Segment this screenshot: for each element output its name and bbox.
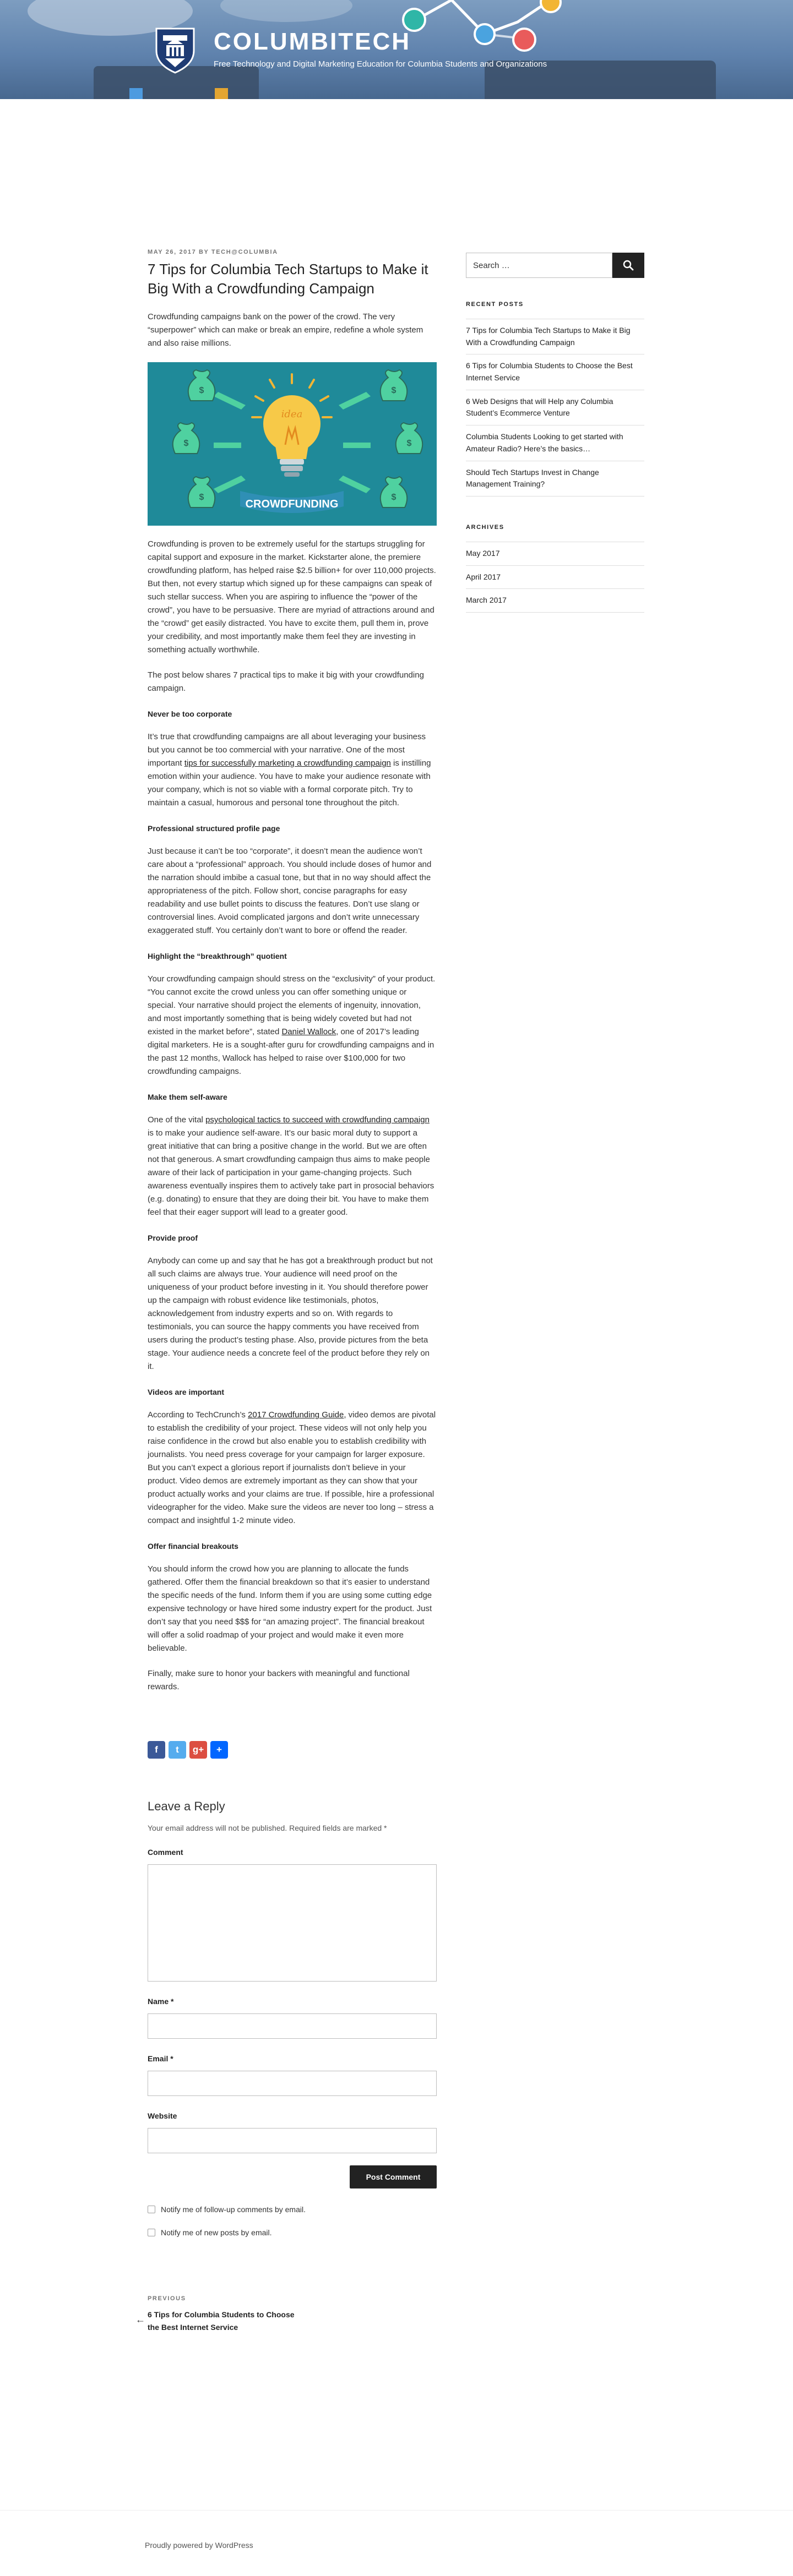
notify-posts-checkbox[interactable] [148,2229,155,2236]
post-lede: Crowdfunding campaigns bank on the power of the crowd. The very “superpower” which can make or break an empire, redefine a whole system and also raise millions. [148,312,423,348]
website-field[interactable] [148,2128,437,2153]
google-plus-icon: g+ [192,1744,204,1755]
bag-dollar: $ [391,493,397,503]
crowdfunding-guide-link[interactable]: 2017 Crowdfunding Guide [248,1410,344,1420]
site-branding [149,24,547,74]
page-wrapper [0,99,793,2576]
recent-posts-title: RECENT POSTS [466,301,524,308]
plus-icon: + [216,1744,222,1755]
email-label: Email * [148,2054,173,2064]
twitter-share-button[interactable] [169,1741,186,1759]
section-heading: Offer financial breakouts [148,1542,238,1551]
name-field[interactable] [148,2013,437,2039]
search-form [466,253,644,278]
notify-comments-label[interactable]: Notify me of follow-up comments by email. [161,2205,306,2214]
comment-form [148,1799,437,2237]
post-meta[interactable]: MAY 26, 2017 BY TECH@COLUMBIA [148,249,278,255]
search-input[interactable] [466,253,612,278]
paragraph: Anybody can come up and say that he has got a breakthrough product but not all such claims are always true. Your audience will need proof on the uniqueness of your product before investing in it. You should therefore power up the campaign with robust evidence like testimonials, photos, acknowledgement from industry experts and so on. With regards to testimonials, you can source the happy comments you have received from users during the product’s testing phase. Also, provide pictures from the beta stage. Your audience needs a concrete feel of the product before they rely on it. [148,1256,433,1372]
recent-post-item[interactable]: 6 Tips for Columbia Students to Choose the Best Internet Service [466,354,644,390]
recent-post-item[interactable]: Columbia Students Looking to get started with Amateur Radio? Here’s the basics… [466,425,644,461]
section-heading: Professional structured profile page [148,824,280,833]
name-label: Name * [148,1997,174,2006]
search-button[interactable] [612,253,644,278]
post-content [148,538,437,1694]
recent-post-item[interactable]: 6 Web Designs that will Help any Columbia Student’s Ecommerce Venture [466,390,644,425]
site-header [0,0,793,99]
featured-image-crowdfunding [148,362,437,526]
paragraph: You should inform the crowd how you are planning to allocate the funds gathered. Offer them the financial breakdown so that it’s easier to understand the specific needs of the fund. Inform them if you are using some cutting edge expensive technology or have hired some industry expert for the product. Just don’t say that you need $$$ for “an amazing project”. The financial breakout will offer a solid roadmap of your project and would make it even more believable. [148,1564,432,1653]
share-buttons [148,1741,437,1759]
facebook-share-button[interactable] [148,1741,165,1759]
bag-dollar: $ [406,439,412,449]
recent-posts-list [466,319,644,496]
sidebar [466,253,644,613]
crowdfunding-illustration [148,362,437,526]
archives-list [466,542,644,613]
article [135,249,437,2333]
bag-dollar: $ [183,439,189,449]
section-heading: Provide proof [148,1234,198,1243]
section-heading: Never be too corporate [148,710,232,719]
add-to-any-button[interactable] [210,1741,228,1759]
paragraph: The post below shares 7 practical tips to make it big with your crowdfunding campaign. [148,670,424,694]
section-heading: Videos are important [148,1388,225,1397]
previous-post-link[interactable]: 6 Tips for Columbia Students to Choose the Best Internet Service [148,2310,295,2332]
reply-title: Leave a Reply [148,1799,225,1814]
submit-row [148,2165,437,2188]
comment-textarea[interactable] [148,1864,437,1982]
search-icon [623,260,634,271]
archives-widget [466,524,644,613]
post-title: 7 Tips for Columbia Tech Startups to Make it Big With a Crowdfunding Campaign [148,261,428,297]
notify-posts-row [148,2228,437,2237]
recent-posts-widget [466,301,644,496]
paragraph: Finally, make sure to honor your backers with meaningful and functional rewards. [148,1669,410,1692]
site-title[interactable]: COLUMBITECH [214,28,411,55]
notify-comments-row [148,2205,437,2214]
psychological-tactics-link[interactable]: psychological tactics to succeed with crowdfunding campaign [205,1115,430,1125]
columbia-crest-logo[interactable] [149,24,202,74]
paragraph: It’s true that crowdfunding campaigns are all about leveraging your business but you cannot be too commercial with your narrative. One of the most important tips for successfully marketing a crowdfunding campaign is instilling emotion within your audience. You have to make your audience resonate with your company, which is not so viable with a formal corporate pitch. Try to maintain a casual, humorous and personal tone throughout the pitch. [148,732,431,808]
twitter-icon: t [176,1744,179,1755]
comment-label: Comment [148,1848,183,1857]
site-tagline: Free Technology and Digital Marketing Education for Columbia Students and Organizations [214,59,547,69]
post-comment-button[interactable]: Post Comment [350,2165,437,2188]
archive-item[interactable]: May 2017 [466,542,644,566]
archives-title: ARCHIVES [466,523,504,531]
facebook-icon: f [155,1744,158,1755]
tips-marketing-link[interactable]: tips for successfully marketing a crowdfunding campaign [184,758,391,768]
recent-post-item[interactable]: Should Tech Startups Invest in Change Management Training? [466,461,644,496]
bag-dollar: $ [199,493,204,503]
paragraph: Just because it can’t be too “corporate”, it doesn’t mean the audience won’t care about a “professional” approach. You should include doses of humor and the narration should imbibe a casual tone, but that in no way should affect the appropriateness of the pitch. Follow short, concise paragraphs for easy readability and use bullet points to discuss the features. Don’t use slang or controversial lines. Avoid complicated jargons and don’t write unnecessary exaggerated stuff. You certainly don’t want to bore or offend the reader. [148,847,432,936]
google-plus-share-button[interactable] [189,1741,207,1759]
archive-item[interactable]: March 2017 [466,589,644,613]
notify-comments-checkbox[interactable] [148,2206,155,2213]
section-heading: Highlight the “breakthrough” quotient [148,952,287,961]
section-heading: Make them self-aware [148,1093,227,1102]
bag-dollar: $ [199,386,204,396]
recent-post-item[interactable]: 7 Tips for Columbia Tech Startups to Make it Big With a Crowdfunding Campaign [466,319,644,354]
paragraph: One of the vital psychological tactics to succeed with crowdfunding campaign is to make your audience self-aware. It’s our basic moral duty to support a great initiative that can bring a positive change in the world. But we are often not that generous. A smart crowdfunding campaign thus aims to make people aware of their lack of participation in your game-changing projects. Such awareness eventually inspires them to actively take part in prosocial behaviors (e.g. donating) to ensure that they are doing their bit. You have to make them feel that their eager support will lead to a greater good. [148,1115,434,1218]
arrow-left-icon[interactable]: ← [135,2314,145,2326]
daniel-wallock-link[interactable]: Daniel Wallock [281,1027,336,1037]
powered-by-link[interactable]: Proudly powered by WordPress [145,2541,253,2550]
notify-posts-label[interactable]: Notify me of new posts by email. [161,2228,272,2237]
bulb-idea-text: idea [281,408,303,421]
reply-note: Your email address will not be published. Required fields are marked * [148,1824,387,1833]
email-field[interactable] [148,2071,437,2096]
archive-item[interactable]: April 2017 [466,566,644,590]
paragraph: Crowdfunding is proven to be extremely useful for the startups struggling for capital support and exposure in the market. Kickstarter alone, the premiere crowdfunding platform, has helped raise $2.5 billion+ for over 110,000 projects. But then, not every startup which signed up for these campaigns can speak of such stellar success. When you are aspiring to influence the “power of the crowd”, you have to be persuasive. There are myriad of attractions around and the “crowd” get easily distracted. You have to excite them, pull them in, prove your credibility, and most importantly make them feel they are investing in something actually worthwhile. [148,539,436,655]
bag-dollar: $ [391,386,397,396]
paragraph: According to TechCrunch’s 2017 Crowdfunding Guide, video demos are pivotal to establish the credibility of your project. These videos will not only help you raise confidence in the crowd but also enable you to establish credibility with journalists. You need press coverage for your campaign for larger exposure. But you can’t expect a glorious report if journalists don’t believe in your product. Video demos are extremely important as they can show that your product actually works and your claims are true. If possible, hire a professional videographer for the video. Make sure the videos are never too long – stress a compact and insightful 1-2 minute video. [148,1410,436,1526]
post-navigation [135,2295,437,2333]
previous-label: PREVIOUS [148,2295,186,2302]
website-label: Website [148,2111,177,2121]
banner-crowdfunding-text: CROWDFUNDING [245,498,339,511]
paragraph: Your crowdfunding campaign should stress on the “exclusivity” of your product. “You cannot excite the crowd unless you can offer something unique or special. Your narrative should project the elements of ingenuity, innovation, and most importantly something that is being widely coveted but had not existed in the market before”, stated Daniel Wallock, one of 2017’s leading digital marketers. He is a sought-after guru for crowdfunding campaigns and in the past 12 months, Wallock has helped to raise over $100,000 for two crowdfunding campaigns. [148,974,436,1077]
